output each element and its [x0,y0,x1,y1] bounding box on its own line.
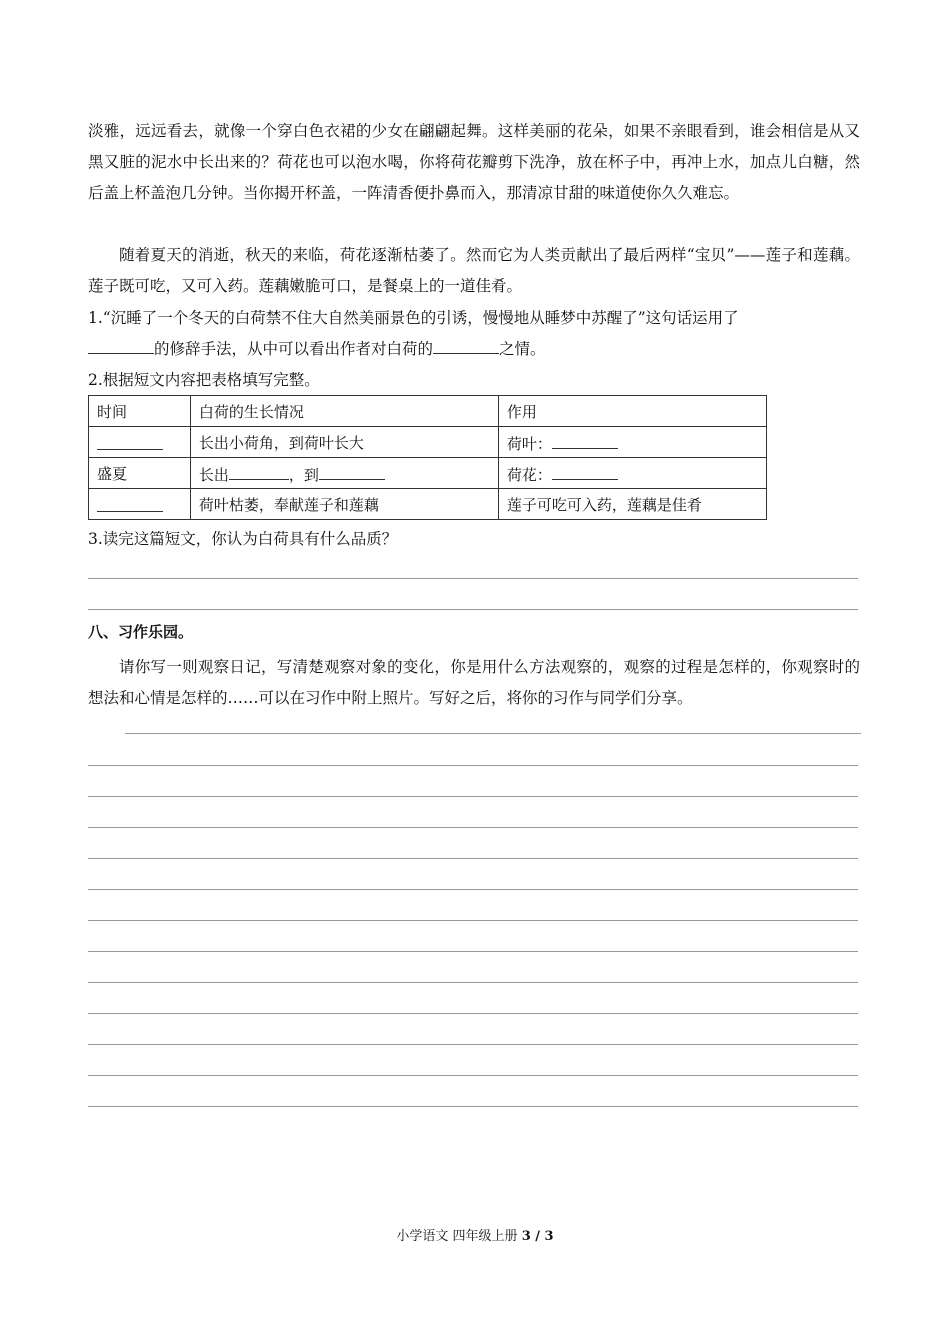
table-cell-use [498,458,766,489]
footer-subject: 小学语文 四年级上册 [396,1229,518,1244]
writing-line[interactable] [125,733,861,734]
table-cell-time[interactable] [89,427,191,458]
table-cell-use: 莲子可吃可入药，莲藕是佳肴 [498,489,766,520]
answer-blank[interactable] [433,335,499,354]
question-2-text: 2.根据短文内容把表格填写完整。 [88,371,320,389]
passage-paragraph-1: 淡雅，远远看去，就像一个穿白色衣裙的少女在翩翩起舞。这样美丽的花朵，如果不亲眼看到，谁会相信是从又黑又脏的泥水中长出来的？荷花也可以泡水喝，你将荷花瓣剪下洗净，放在杯子中，再冲上水，加点儿白糖，然后盖上杯盖泡几分钟。当你揭开杯盖，一阵清香便扑鼻而入，那清凉甘甜的味道使你久久难忘。 [88,122,860,202]
section-8-prompt: 请你写一则观察日记，写清楚观察对象的变化，你是用什么方法观察的，观察的过程是怎样的，你观察时的想法和心情是怎样的……可以在习作中附上照片。写好之后，将你的习作与同学们分享。 [88,658,860,707]
table-row [89,458,767,489]
writing-line[interactable] [88,827,858,828]
table-cell-growth: 荷叶枯萎，奉献莲子和莲藕 [190,489,498,520]
answer-blank[interactable] [88,335,154,354]
writing-line[interactable] [88,765,858,766]
question-1-text: 1.“沉睡了一个冬天的白荷禁不住大自然美丽景色的引诱，慢慢地从睡梦中苏醒了”这句话运用了 [88,309,739,327]
section-8-heading: 八、习作乐园。 [88,623,194,641]
writing-line[interactable] [88,920,858,921]
answer-blank[interactable] [97,431,163,450]
writing-line[interactable] [88,1044,858,1045]
page-number: 3 / 3 [521,1229,554,1244]
growth-label-b: ，到 [288,466,319,484]
answer-blank[interactable] [552,430,618,449]
answer-blank[interactable] [97,493,163,512]
passage-paragraph-2: 随着夏天的消逝，秋天的来临，荷花逐渐枯萎了。然而它为人类贡献出了最后两样“宝贝”——莲子和莲藕。莲子既可吃，又可入药。莲藕嫩脆可口，是餐桌上的一道佳肴。 [88,246,860,295]
table-cell-time[interactable] [89,489,191,520]
question-1-part2: 的修辞手法，从中可以看出作者对白荷的 [154,340,434,358]
answer-blank[interactable] [229,461,289,480]
writing-line[interactable] [88,889,858,890]
table-header: 时间 [89,396,191,427]
answer-line[interactable] [88,609,858,610]
table-row [89,489,767,520]
growth-label-a: 长出 [198,466,229,484]
answer-blank[interactable] [319,461,385,480]
question-3-text: 3.读完这篇短文，你认为白荷具有什么品质？ [88,530,398,548]
writing-line[interactable] [88,1106,858,1107]
writing-line[interactable] [88,1013,858,1014]
table-row [89,427,767,458]
table-cell-growth [190,458,498,489]
writing-line[interactable] [88,982,858,983]
answer-line[interactable] [88,578,858,579]
writing-line[interactable] [88,951,858,952]
table-header: 白荷的生长情况 [190,396,498,427]
use-label: 荷花： [506,466,552,484]
writing-line[interactable] [88,1075,858,1076]
question-1-continuation [88,334,858,364]
table-cell-use [498,427,766,458]
table-header: 作用 [498,396,766,427]
table-cell-time: 盛夏 [89,458,191,489]
table-header-row [89,396,767,427]
page-footer [0,1225,950,1244]
writing-line[interactable] [88,858,858,859]
table-cell-growth: 长出小荷角，到荷叶长大 [190,427,498,458]
writing-line[interactable] [88,796,858,797]
growth-table [88,395,767,520]
question-1-part3: 之情。 [499,340,546,358]
use-label: 荷叶： [506,435,552,453]
answer-blank[interactable] [552,461,618,480]
